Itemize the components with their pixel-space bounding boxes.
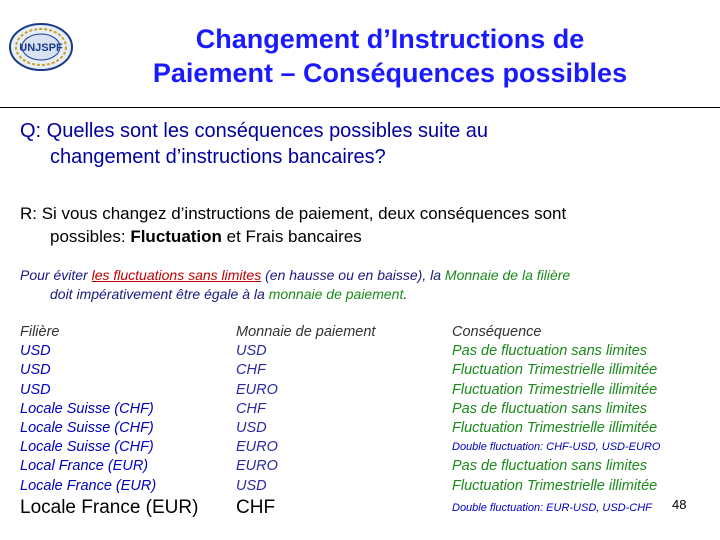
title-line-1: Changement d’Instructions de [195, 24, 585, 54]
title-line-2: Paiement – Conséquences possibles [152, 58, 628, 88]
column-filiere [20, 323, 198, 520]
note-text: Pour éviter [20, 267, 92, 283]
answer-line-2 [20, 225, 710, 248]
cell-consequence: Pas de fluctuation sans limites [452, 458, 648, 475]
answer-bold: Fluctuation [130, 227, 222, 246]
cell-monnaie: USD [236, 343, 267, 360]
cell-consequence: Fluctuation Trimestrielle illimitée [452, 381, 658, 398]
cell-filiere: USD [20, 381, 51, 398]
page-number: 48 [672, 497, 687, 512]
header-filiere: Filière [20, 324, 60, 340]
note-highlight: les fluctuations sans limites [91, 267, 262, 283]
cell-filiere: Locale Suisse (CHF) [20, 439, 154, 456]
unjspf-logo [8, 22, 74, 72]
column-consequence [452, 323, 660, 520]
question-line-2: changement d’instructions bancaires? [50, 146, 386, 168]
cell-consequence: Double fluctuation: EUR-USD, USD-CHF [452, 501, 652, 514]
cell-monnaie: EURO [236, 439, 278, 456]
cell-filiere: Locale France (EUR) [20, 477, 157, 494]
cell-consequence: Pas de fluctuation sans limites [452, 343, 648, 360]
cell-monnaie: EURO [236, 458, 278, 475]
cell-filiere: Locale Suisse (CHF) [20, 420, 154, 437]
cell-monnaie: USD [236, 420, 267, 437]
cell-monnaie: EURO [236, 381, 278, 398]
cell-filiere: Local France (EUR) [20, 458, 149, 475]
cell-consequence: Double fluctuation: CHF-USD, USD-EURO [452, 441, 661, 454]
cell-filiere: Locale France (EUR) [20, 496, 199, 518]
cell-filiere: USD [20, 343, 51, 360]
page-title [90, 22, 690, 90]
header-consequence: Conséquence [452, 324, 542, 340]
cell-consequence: Pas de fluctuation sans limites [452, 400, 648, 417]
title-divider [0, 107, 720, 108]
question-line-1: Q: Quelles sont les conséquences possibles suite au [20, 120, 489, 142]
question [20, 118, 710, 170]
cell-consequence: Fluctuation Trimestrielle illimitée [452, 420, 658, 437]
cell-monnaie: USD [236, 477, 267, 494]
svg-text:UNJSPF: UNJSPF [19, 42, 63, 54]
answer [20, 202, 710, 248]
cell-filiere: USD [20, 362, 51, 379]
note-text: doit impérativement être égale à la [50, 286, 269, 302]
header-monnaie: Monnaie de paiement [236, 324, 376, 340]
answer-line-1: R: Si vous changez d’instructions de paiement, deux conséquences sont [20, 204, 567, 223]
note-line-2 [20, 285, 710, 304]
cell-monnaie: CHF [236, 400, 266, 417]
note-text: . [403, 286, 408, 302]
cell-filiere: Locale Suisse (CHF) [20, 400, 154, 417]
note-green: Monnaie de la filière [444, 267, 571, 283]
answer-text: possibles: [50, 227, 131, 246]
column-monnaie [236, 323, 375, 520]
answer-text-end: et Frais bancaires [221, 227, 362, 246]
cell-consequence: Fluctuation Trimestrielle illimitée [452, 477, 658, 494]
cell-consequence: Fluctuation Trimestrielle illimitée [452, 362, 658, 379]
note [20, 266, 710, 304]
note-text: (en hausse ou en baisse), la [261, 267, 445, 283]
cell-monnaie: CHF [236, 362, 266, 379]
note-green: monnaie de paiement [268, 286, 404, 302]
cell-monnaie: CHF [236, 496, 276, 518]
